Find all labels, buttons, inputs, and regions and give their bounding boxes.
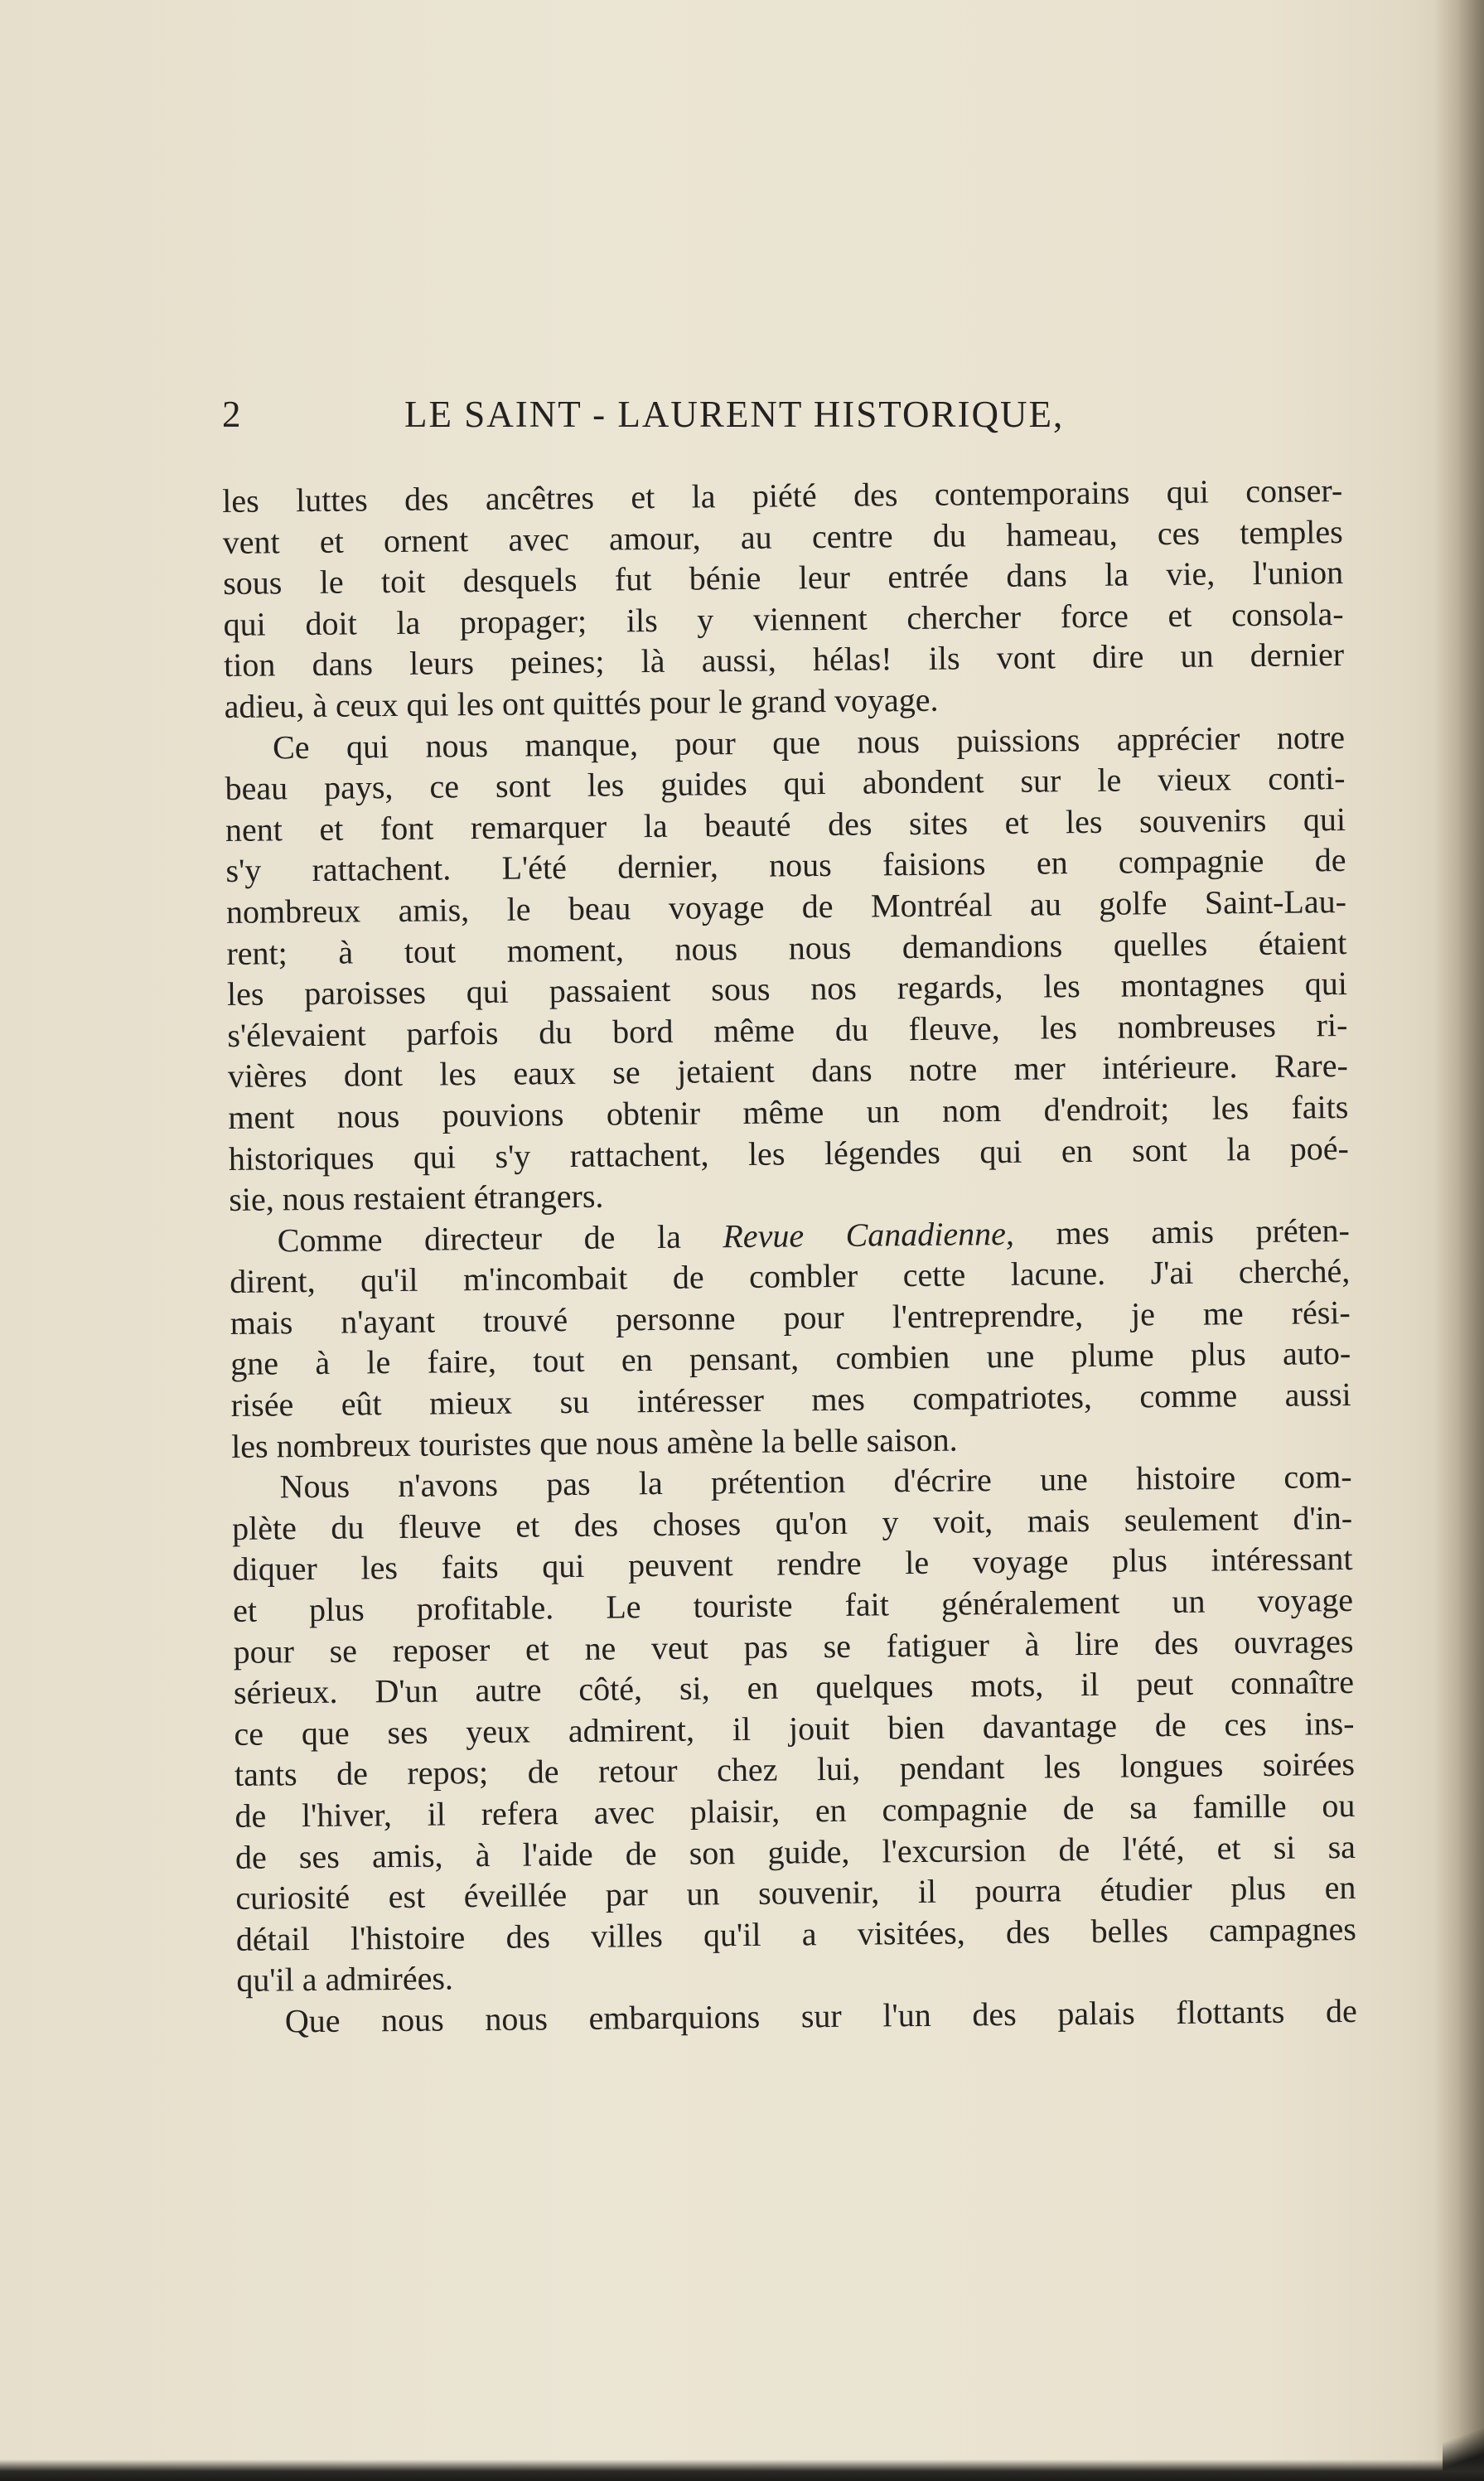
text-line: curiosité est éveillée par un souvenir, il pourra étudier plus en xyxy=(235,1869,1356,1918)
text-line: tants de repos; de retour chez lui, pendant les longues soirées xyxy=(234,1745,1356,1794)
text-line: qui doit la propager; ils y viennent chercher force et consola- xyxy=(223,594,1344,643)
text-line: historiques qui s'y rattachent, les légendes qui en sont la poé- xyxy=(228,1129,1350,1178)
text-fragment: mes amis préten- xyxy=(1056,1211,1350,1252)
text-line: les luttes des ancêtres et la piété des contemporains qui conser- xyxy=(222,472,1343,520)
text-line: plète du fleuve et des choses qu'on y voit, mais seulement d'in- xyxy=(231,1498,1353,1547)
page-bottom-edge xyxy=(0,2459,1484,2481)
text-line: Ce qui nous manque, pour que nous puissions apprécier notre xyxy=(272,718,1346,766)
text-line: nombreux amis, le beau voyage de Montréal au golfe Saint-Lau- xyxy=(225,882,1347,931)
page-number: 2 xyxy=(222,394,243,435)
text-line: de l'hiver, il refera avec plaisir, en compagnie de sa famille ou xyxy=(234,1786,1356,1835)
text-line: gne à le faire, tout en pensant, combien une plume plus auto- xyxy=(230,1334,1351,1383)
text-line: les paroisses qui passaient sous nos regards, les montagnes qui xyxy=(226,965,1348,1013)
text-line: pour se reposer et ne veut pas se fatiguer à lire des ouvrages xyxy=(233,1622,1354,1671)
text-line: et plus profitable. Le touriste fait généralement un voyage xyxy=(232,1580,1354,1629)
journal-title: Revue Canadienne, xyxy=(723,1214,1015,1255)
text-line: sous le toit desquels fut bénie leur entrée dans la vie, l'union xyxy=(222,554,1344,602)
text-line: les nombreux touristes que nous amène la belle saison. xyxy=(230,1420,958,1465)
text-line: mais n'ayant trouvé personne pour l'entreprendre, je me rési- xyxy=(230,1293,1351,1342)
text-line: tion dans leurs peines; là aussi, hélas! ils vont dire un dernier xyxy=(223,636,1345,684)
text-line: s'élevaient parfois du bord même du fleuve, les nombreuses ri- xyxy=(227,1005,1348,1054)
running-title: LE SAINT - LAURENT HISTORIQUE, xyxy=(404,394,1065,435)
text-fragment: Comme directeur de la xyxy=(277,1217,682,1260)
text-line: détail l'histoire des villes qu'il a visitées, des belles campagnes xyxy=(235,1909,1357,1958)
page-header xyxy=(222,393,1324,443)
text-line: sie, nous restaient étrangers. xyxy=(229,1177,604,1219)
text-line: risée eût mieux su intéresser mes compatriotes, comme aussi xyxy=(230,1376,1351,1424)
text-line: adieu, à ceux qui les ont quittés pour le grand voyage. xyxy=(224,680,939,725)
text-line: ce que ses yeux admirent, il jouit bien davantage de ces ins- xyxy=(234,1704,1355,1753)
text-line: rent; à tout moment, nous nous demandions quelles étaient xyxy=(226,923,1347,972)
text-line: beau pays, ce sont les guides qui abondent sur le vieux conti- xyxy=(225,759,1346,808)
text-line: dirent, qu'il m'incombait de combler cette lacune. J'ai cherché, xyxy=(230,1252,1351,1301)
text-line: sérieux. D'un autre côté, si, en quelques mots, il peut connaître xyxy=(233,1663,1355,1712)
text-line: diquer les faits qui peuvent rendre le voyage plus intéressant xyxy=(232,1540,1353,1589)
text-line: vent et ornent avec amour, au centre du hameau, ces temples xyxy=(222,512,1343,561)
text-line: vières dont les eaux se jetaient dans notre mer intérieure. Rare- xyxy=(227,1047,1349,1095)
text-line: ment nous pouvions obtenir même un nom d'endroit; les faits xyxy=(228,1087,1349,1136)
text-line: Que nous nous embarquions sur l'un des palais flottants de xyxy=(284,1991,1358,2040)
body-text xyxy=(222,470,1357,2042)
text-line: s'y rattachent. L'été dernier, nous faisions en compagnie de xyxy=(225,841,1346,890)
page-edge-shadow xyxy=(1434,0,1484,2481)
text-line: de ses amis, à l'aide de son guide, l'excursion de l'été, et si sa xyxy=(234,1827,1356,1876)
text-line: qu'il a admirées. xyxy=(236,1959,454,2000)
text-line: Nous n'avons pas la prétention d'écrire une histoire com- xyxy=(279,1458,1352,1506)
text-line: nent et font remarquer la beauté des sites et les souvenirs qui xyxy=(225,800,1346,849)
